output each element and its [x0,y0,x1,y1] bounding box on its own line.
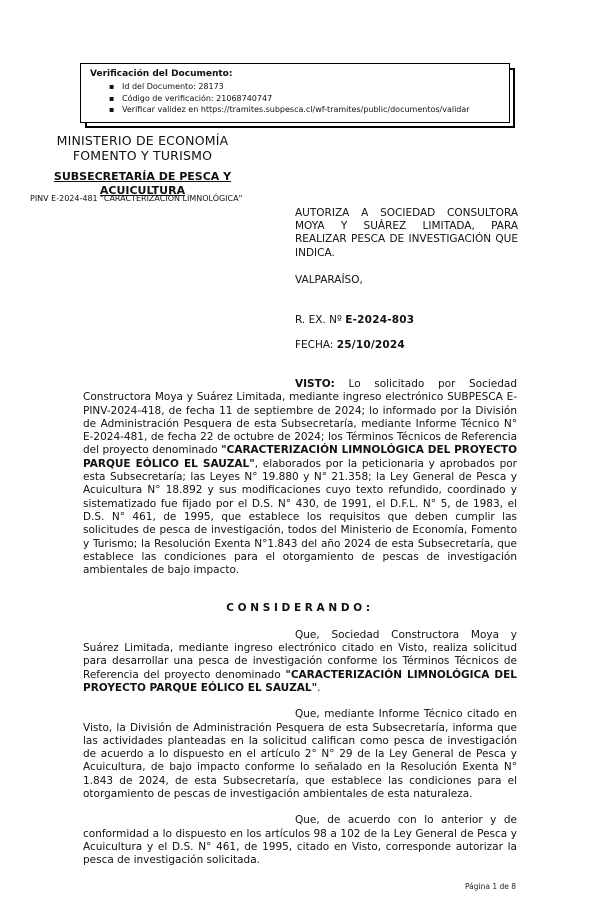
considerando-paragraph-2: Que, mediante Informe Técnico citado en Visto, la División de Administración Pesquera de esta Subsecretaría, informa que las actividades planteadas en la solicitud califican como pesca de investigación de acuerdo a lo dispuesto en el artículo 2° N° 29 de la Ley General de Pesca y Acuicultura, de bajo impacto conforme lo señalado en la Resolución Exenta N° 1.843 de 2024, de esta Subsecretaría, que establece las condiciones para el otorgamiento de pescas de investigación ambientales de esta naturaleza. [83,708,517,801]
file-reference: PINV E-2024-481 "CARACTERIZACIÓN LIMNOLÓGICA" [30,194,243,203]
considerando-paragraph-3: Que, de acuerdo con lo anterior y de conformidad a lo dispuesto en los artículos 98 a 102 de la Ley General de Pesca y Acuicultura y el D.S. N° 461, de 1995, citado en Visto, corresponde autorizar la pesca de investigación solicitada. [83,814,517,867]
ministry-line-1: MINISTERIO DE ECONOMÍA [56,133,229,148]
ministry-line-2: FOMENTO Y TURISMO [72,148,213,163]
city-line: VALPARAÍSO, [295,273,363,286]
verification-item-document-id: ▪ Id del Documento: 28173 [90,81,505,93]
considerando-paragraph-1: Que, Sociedad Constructora Moya y Suárez Limitada, mediante ingreso electrónico citado en Visto, realiza solicitud para desarrollar una pesca de investigación conforme los Términos Técnicos de Referencia del proyecto denominado "CARACTERIZACIÓN LIMNOLÓGICA DEL PROYECTO PARQUE EÓLICO EL SAUZAL". [83,628,517,694]
verification-title: Verificación del Documento: [90,69,233,79]
letterhead [25,133,260,197]
verification-list [90,81,505,116]
resolution-date-value: 25/10/2024 [336,339,405,352]
page-number: Página 1 de 8 [464,882,516,891]
verification-item-code: ▪ Código de verificación: 21068740747 [90,93,505,105]
considerando-heading: CONSIDERANDO: [226,602,374,615]
document-body [83,378,517,881]
resolution-date-line [295,339,518,352]
resolution-subject: AUTORIZA A SOCIEDAD CONSULTORA MOYA Y SUÁREZ LIMITADA, PARA REALIZAR PESCA DE INVESTIGACIÓN QUE INDICA. [295,207,518,259]
resolution-number-value: E-2024-803 [345,314,415,327]
resolution-number-label: R. EX. Nº [295,314,346,327]
resolution-header-block [295,207,518,352]
visto-paragraph: VISTO: Lo solicitado por Sociedad Constructora Moya y Suárez Limitada, mediante ingreso electrónico SUBPESCA E-PINV-2024-418, de fecha 11 de septiembre de 2024; lo informado por la División de Administración Pesquera de esta Subsecretaría, mediante Informe Técnico N° E-2024-481, de fecha 22 de octubre de 2024; los Términos Técnicos de Referencia del proyecto denominado "CARACTERIZACIÓN LIMNOLÓGICA DEL PROYECTO PARQUE EÓLICO EL SAUZAL", elaborados por la peticionaria y aprobados por esta Subsecretaría; las Leyes N° 19.880 y N° 21.358; la Ley General de Pesca y Acuicultura N° 18.892 y sus modificaciones cuyo texto refundido, coordinado y sistematizado fue fijado por el D.S. N° 430, de 1991, el D.F.L. N° 5, de 1983, el D.S. N° 461, de 1995, que establece los requisitos que deben cumplir las solicitudes de pesca de investigación, todos del Ministerio de Economía, Fomento y Turismo; la Resolución Exenta N°1.843 del año 2024 de esta Subsecretaría, que establece las condiciones para el otorgamiento de pescas de investigación ambientales de bajo impacto. [83,378,518,577]
verification-box [80,63,510,123]
verification-item-url: ▪ Verificar validez en https://tramites.subpesca.cl/wf-tramites/public/documentos/validar [90,104,505,116]
resolution-number-line [295,314,518,327]
department-name: SUBSECRETARÍA DE PESCA Y ACUICULTURA [53,170,232,197]
ministry-name [25,133,260,163]
resolution-date-label: FECHA: [295,339,337,352]
